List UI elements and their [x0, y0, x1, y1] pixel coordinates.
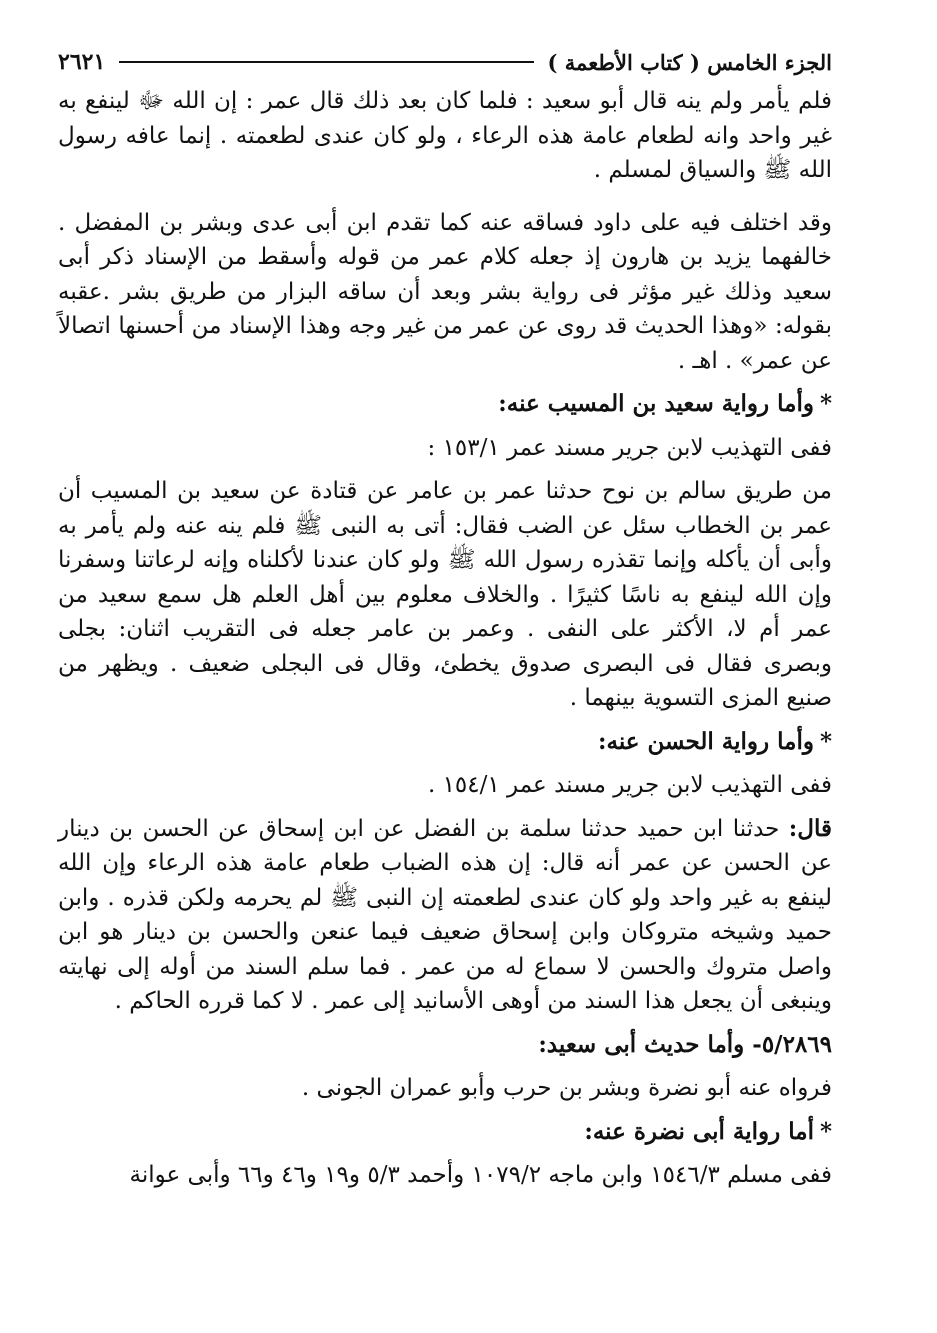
paragraph: فرواه عنه أبو نضرة وبشر بن حرب وأبو عمران الجونى .	[301, 1075, 832, 1101]
paragraph: قال: حدثنا ابن حميد حدثنا سلمة بن الفضل عن ابن إسحاق عن الحسن بن دينار عن الحسن عن عمر أنه قال: إن هذه الضباب طعام عامة هذه الرعاء وإن الله لينفع به غير واحد ولو كان عندى لطعمته إن النبى ﷺ لم يحرمه ولكن قذره . وابن حميد وشيخه متروكان وابن إسحاق ضعيف فيما عنعن والحسن بن دينار هو ابن واصل متروك والحسن لا سماع له من عمر . فما سلم السند من أوله إلى نهايته وينبغى أن يجعل هذا السند من أوهى الأسانيد إلى عمر . لا كما قرره الحاكم .	[58, 814, 832, 1014]
section-heading: *وأما رواية سعيد بن المسيب عنه:	[498, 390, 832, 417]
page-number: ٢٦٢١	[58, 49, 106, 75]
page	[58, 40, 832, 1333]
section-heading: *وأما رواية الحسن عنه:	[598, 727, 832, 755]
header-rule	[119, 61, 533, 63]
paragraph: ففى التهذيب لابن جرير مسند عمر ١٥٤/١ .	[427, 772, 832, 798]
paragraph: ففى مسلم ١٥٤٦/٣ وابن ماجه ١٠٧٩/٢ وأحمد ٥/٣ و١٩ و٤٦ و٦٦ وأبى عوانة	[129, 1162, 832, 1188]
asterisk-icon: *	[819, 390, 832, 417]
section-heading: *أما رواية أبى نضرة عنه:	[584, 1117, 832, 1145]
body-text	[58, 84, 832, 1193]
paragraph: ففى التهذيب لابن جرير مسند عمر ١٥٣/١ :	[427, 434, 832, 461]
paragraph: فلم يأمر ولم ينه قال أبو سعيد : فلما كان بعد ذلك قال عمر : إن الله ﷻ لينفع به غير واحد وانه لطعام عامة هذه الرعاء ، ولو كان عندى لطعمته . إنما عافه رسول الله ﷺ والسياق لمسلم .	[58, 88, 832, 183]
running-title: الجزء الخامس ( كتاب الأطعمة )	[547, 49, 832, 75]
page-header	[58, 40, 832, 84]
paragraph-lead: قال:	[788, 814, 832, 842]
paragraph: من طريق سالم بن نوح حدثنا عمر بن عامر عن قتادة عن سعيد بن المسيب أن عمر بن الخطاب سئل عن الضب فقال: أتى به النبى ﷺ فلم ينه عنه ولم يأمر به وأبى أن يأكله وإنما تقذره رسول الله ﷺ ولو كان عندنا لأكلناه وإنه لرعاتنا وسفرنا وإن الله لينفع به ناسًا كثيرًا . والخلاف معلوم بين أهل العلم هل سمع سعيد من عمر أم لا، الأكثر على النفى . وعمر بن عامر جعله فى التقريب اثنان: بجلى وبصرى فقال فى البصرى صدوق يخطئ، وقال فى البجلى ضعيف . ويظهر من صنيع المزى التسوية بينهما .	[58, 478, 832, 711]
asterisk-icon: *	[819, 727, 832, 755]
asterisk-icon: *	[819, 1117, 832, 1145]
paragraph: وقد اختلف فيه على داود فساقه عنه كما تقدم ابن أبى عدى وبشر بن المفضل . خالفهما يزيد بن هارون إذ جعله كلام عمر من قوله وأسقط من الإسناد ذكر أبى سعيد وذلك غير مؤثر فى رواية بشر وبعد أن ساقه البزار من طريق بشر .عقبه بقوله: «وهذا الحديث قد روى عن عمر من غير وجه وهذا الإسناد من أحسنها اتصالاً عن عمر» . اهـ .	[58, 209, 833, 374]
section-heading: ٥/٢٨٦٩- وأما حديث أبى سعيد:	[538, 1030, 832, 1058]
